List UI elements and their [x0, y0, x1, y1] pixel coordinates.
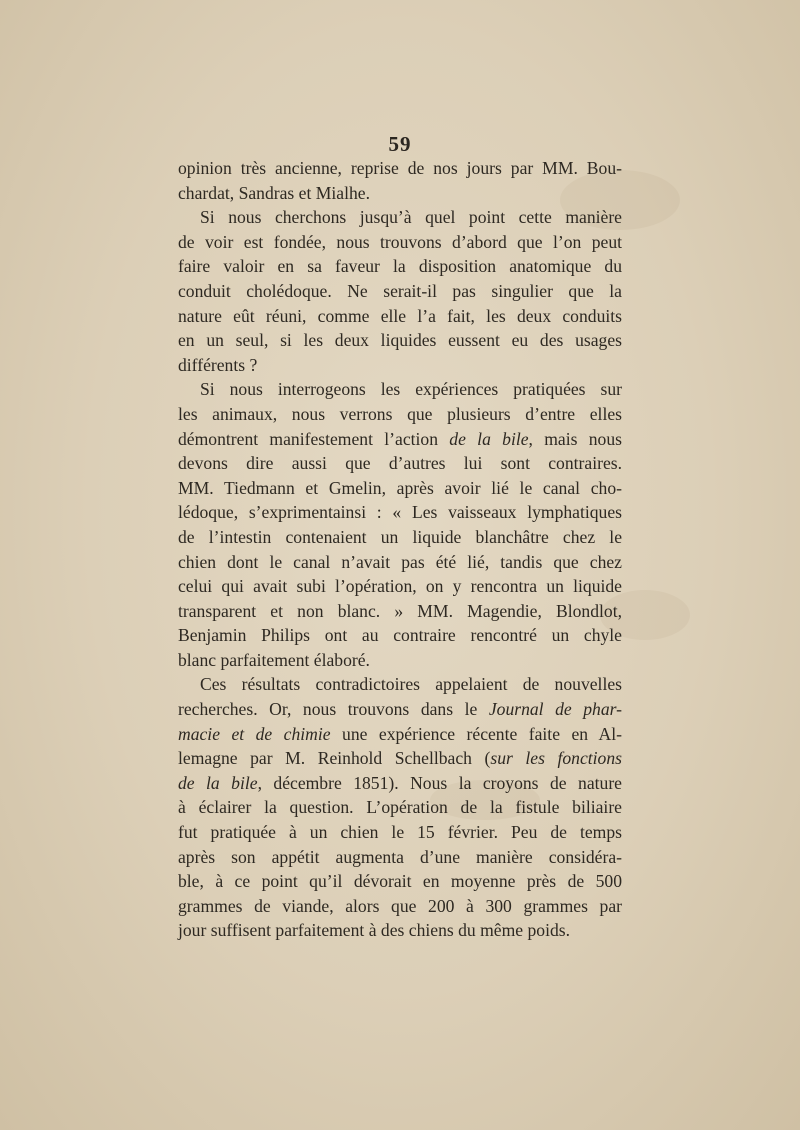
text-line: conduit cholédoque. Ne serait-il pas singulier que la	[178, 280, 622, 301]
text-line: Si nous interrogeons les expériences pratiquées sur	[200, 379, 622, 400]
body-text	[178, 156, 622, 943]
text-line: lédoque, s’exprimentainsi : « Les vaisseaux lymphatiques	[178, 502, 622, 523]
text-line: lemagne par M. Reinhold Schellbach (sur les fonctions	[178, 748, 622, 769]
text-line: de voir est fondée, nous trouvons d’abord que l’on peut	[178, 231, 622, 252]
text-line: nature eût réuni, comme elle l’a fait, les deux conduits	[178, 305, 622, 326]
text-line: macie et de chimie une expérience récente faite en Al-	[178, 723, 622, 744]
text-line: après son appétit augmenta d’une manière considéra-	[178, 846, 622, 867]
page-number: 59	[388, 132, 412, 156]
text-line: MM. Tiedmann et Gmelin, après avoir lié le canal cho-	[178, 477, 622, 498]
text-line: les animaux, nous verrons que plusieurs d’entre elles	[178, 403, 622, 424]
text-line: opinion très ancienne, reprise de nos jours par MM. Bou-	[178, 158, 622, 178]
text-line: devons dire aussi que d’autres lui sont contraires.	[178, 453, 622, 474]
text-line: à éclairer la question. L’opération de la fistule biliaire	[178, 797, 622, 818]
paragraph	[178, 672, 622, 943]
text-line: en un seul, si les deux liquides eussent eu des usages	[178, 330, 622, 351]
text-line: jour suffisent parfaitement à des chiens du même poids.	[178, 920, 571, 941]
text-line: faire valoir en sa faveur la disposition anatomique du	[178, 256, 622, 277]
text-line: démontrent manifestement l’action de la bile, mais nous	[178, 428, 622, 449]
text-line: grammes de viande, alors que 200 à 300 grammes par	[178, 895, 622, 916]
paragraph	[178, 205, 622, 377]
text-line: ble, à ce point qu’il dévorait en moyenne près de 500	[178, 871, 622, 892]
text-line: blanc parfaitement élaboré.	[178, 649, 370, 670]
text-line: recherches. Or, nous trouvons dans le Journal de phar-	[178, 699, 622, 720]
text-line: celui qui avait subi l’opération, on y rencontra un liquide	[178, 576, 622, 597]
text-line: Ces résultats contradictoires appelaient de nouvelles	[200, 674, 622, 695]
text-line: transparent et non blanc. » MM. Magendie, Blondlot,	[178, 600, 622, 621]
paragraph	[178, 377, 622, 672]
text-line: différents ?	[178, 354, 258, 375]
text-line: chien dont le canal n’avait pas été lié, tandis que chez	[178, 551, 622, 572]
text-line: de la bile, décembre 1851). Nous la croyons de nature	[178, 772, 622, 793]
text-line: chardat, Sandras et Mialhe.	[178, 182, 370, 203]
text-line: fut pratiquée à un chien le 15 février. Peu de temps	[178, 822, 622, 843]
text-line: de l’intestin contenaient un liquide blanchâtre chez le	[178, 526, 622, 547]
text-line: Si nous cherchons jusqu’à quel point cette manière	[200, 207, 622, 228]
paragraph	[178, 156, 622, 205]
text-line: Benjamin Philips ont au contraire rencontré un chyle	[178, 625, 622, 646]
